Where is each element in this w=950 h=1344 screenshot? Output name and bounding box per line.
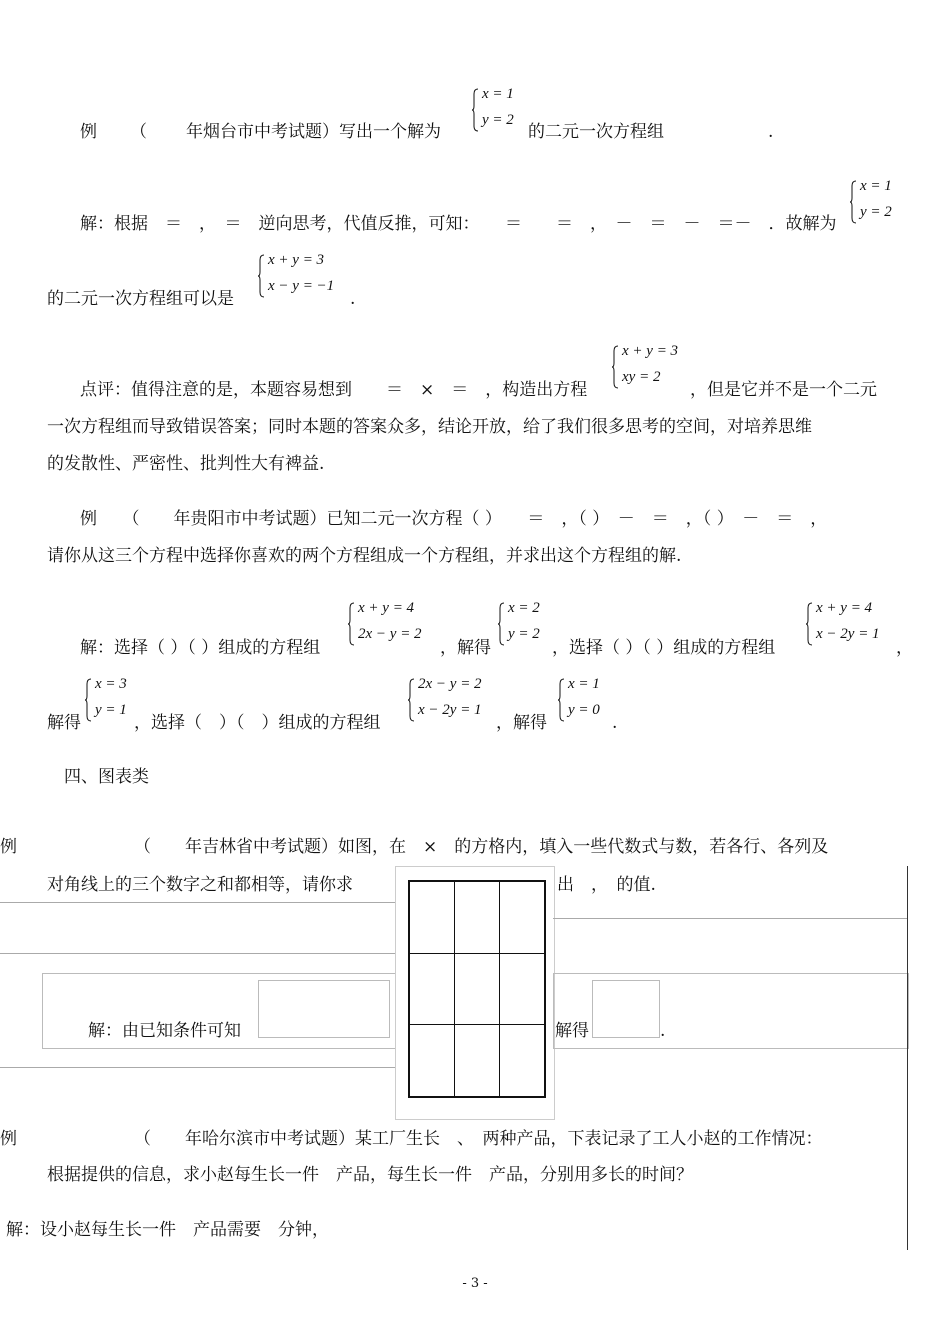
example-text: （ 年哈尔滨市中考试题）某工厂生长 、 两种产品，下表记录了工人小赵的工作情况：	[134, 1129, 823, 1149]
brace-icon	[348, 602, 355, 646]
comment-text: 一次方程组而导致错误答案；同时本题的答案众多，结论开放，给了我们很多思考的空间，对培养思维	[47, 417, 812, 437]
period: .	[660, 1021, 666, 1041]
formula-box	[258, 980, 390, 1038]
grid-line	[410, 953, 544, 954]
formula-box	[592, 980, 660, 1038]
equation-row: x + y = 3	[268, 252, 325, 268]
equation-row: x − 2y = 1	[816, 626, 880, 642]
equation-system	[258, 252, 348, 302]
equation-row: xy = 2	[622, 369, 661, 385]
grid-line	[410, 1024, 544, 1025]
comment-text: ，但是它并不是一个二元	[690, 380, 877, 400]
solution-text: 的二元一次方程组可以是	[47, 289, 234, 309]
brace-icon	[408, 678, 415, 722]
divider	[0, 953, 395, 954]
brace-icon	[850, 180, 857, 224]
example-text: 根据提供的信息，求小赵每生长一件 产品，每生长一件 产品，分别用多长的时间？	[47, 1165, 693, 1185]
equation-row: x = 2	[508, 600, 540, 616]
equation-row: x = 1	[860, 178, 892, 194]
equation-system	[408, 676, 498, 726]
equation-row: x + y = 4	[816, 600, 873, 616]
brace-icon	[612, 345, 619, 389]
equation-row: y = 1	[95, 702, 127, 718]
period: .	[350, 289, 356, 309]
solution-text: 解：根据 ＝ ， ＝ 逆向思考，代值反推，可知： ＝ ＝ ， － ＝ － ＝－ ．故解为	[80, 214, 837, 234]
magic-square-grid	[408, 880, 546, 1098]
solution-text: ，选择（ ）（ ）组成的方程组	[552, 638, 776, 658]
comma: ，	[896, 638, 913, 658]
divider	[0, 1067, 395, 1068]
equation-row: x = 1	[482, 86, 514, 102]
example-label: 例	[0, 1129, 17, 1149]
equation-row: 2x − y = 2	[418, 676, 482, 692]
example-tail: 的二元一次方程组	[528, 122, 664, 142]
grid-line	[499, 882, 500, 1096]
equation-system	[348, 600, 438, 650]
comment-text: 的发散性、严密性、批判性大有裨益.	[47, 454, 325, 474]
equation-system	[472, 86, 532, 136]
equation-row: x − 2y = 1	[418, 702, 482, 718]
solution-text: ，选择（ ）（ ）组成的方程组	[134, 713, 381, 733]
equation-system	[806, 600, 896, 650]
solution-text: ，解得	[496, 713, 547, 733]
brace-icon	[258, 254, 265, 298]
equation-row: y = 2	[860, 204, 892, 220]
right-margin-rule	[907, 866, 908, 1250]
equation-row: x + y = 3	[622, 343, 679, 359]
solution-text: 解得	[47, 713, 81, 733]
solution-text: 解：设小赵每生长一件 产品需要 分钟，	[6, 1220, 329, 1240]
equation-row: x − y = −1	[268, 278, 335, 294]
divider	[553, 918, 907, 919]
page-number: - 3 -	[462, 1276, 488, 1291]
solution-text: 解得	[555, 1021, 589, 1041]
example-label: 例	[80, 122, 97, 142]
example-text: 对角线上的三个数字之和都相等，请你求	[47, 875, 353, 895]
equation-row: 2x − y = 2	[358, 626, 422, 642]
open-paren: （	[130, 122, 147, 142]
equation-row: y = 2	[508, 626, 540, 642]
period: .	[768, 122, 774, 142]
brace-icon	[498, 602, 505, 646]
period: .	[612, 713, 618, 733]
comment-text: 点评：值得注意的是，本题容易想到 ＝ × ＝ ，构造出方程	[80, 380, 588, 400]
equation-system	[612, 343, 692, 393]
example-text: 出 ， 的值.	[557, 875, 656, 895]
brace-icon	[85, 678, 92, 722]
section-title: 四、图表类	[64, 767, 149, 787]
example-text: 年烟台市中考试题）写出一个解为	[186, 122, 441, 142]
example-label: 例	[0, 837, 17, 857]
brace-icon	[806, 602, 813, 646]
equation-system	[850, 178, 910, 228]
solution-text: 解：由已知条件可知	[88, 1021, 241, 1041]
equation-row: x = 3	[95, 676, 127, 692]
equation-system	[498, 600, 558, 650]
equation-row: x = 1	[568, 676, 600, 692]
example-text: 请你从这三个方程中选择你喜欢的两个方程组成一个方程组，并求出这个方程组的解.	[47, 546, 682, 566]
brace-icon	[558, 678, 565, 722]
divider	[0, 902, 395, 903]
equation-row: y = 0	[568, 702, 600, 718]
equation-row: x + y = 4	[358, 600, 415, 616]
solution-text: ，解得	[440, 638, 491, 658]
example-text: 例 （ 年贵阳市中考试题）已知二元一次方程（ ） ＝ ，（ ） － ＝ ，（ ） － ＝ ，	[80, 509, 828, 529]
example-text: （ 年吉林省中考试题）如图，在 × 的方格内，填入一些代数式与数，若各行、各列及	[134, 837, 829, 857]
grid-line	[454, 882, 455, 1096]
brace-icon	[472, 88, 479, 132]
equation-row: y = 2	[482, 112, 514, 128]
solution-text: 解：选择（ ）（ ）组成的方程组	[80, 638, 321, 658]
equation-system	[558, 676, 618, 726]
